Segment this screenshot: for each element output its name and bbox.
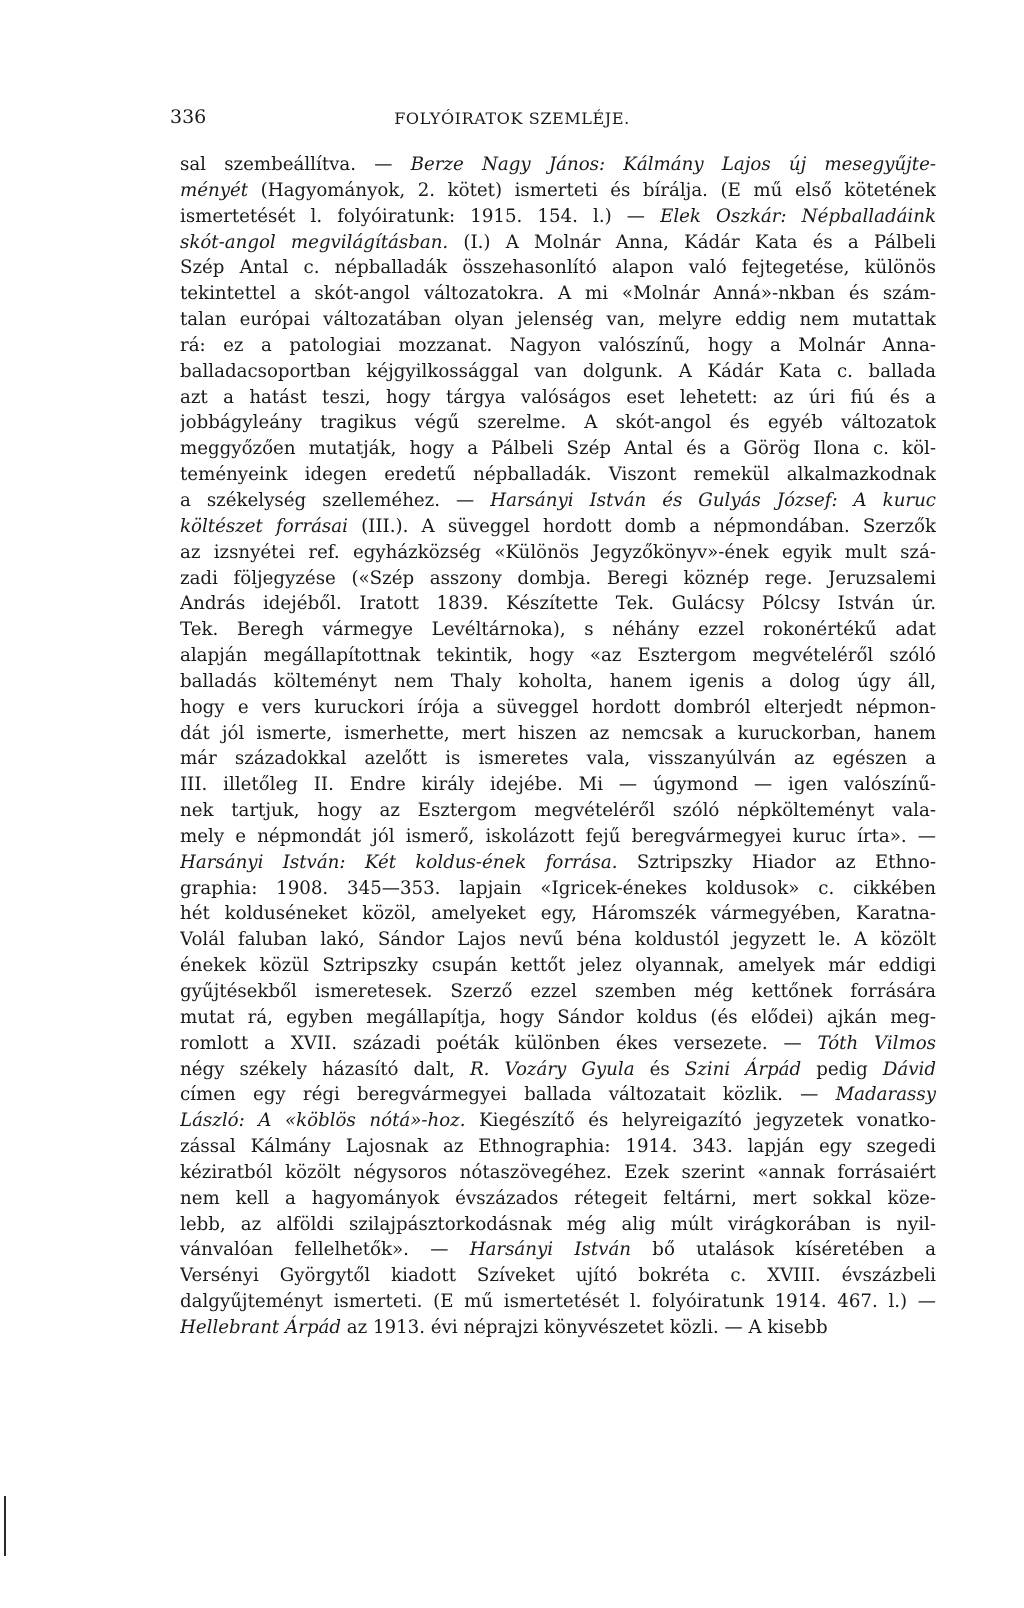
text-segment: az izsnyétei ref. egyházközség «Különös Jegyzőkönyv»-ének egyik mult szá- — [180, 541, 936, 563]
text-segment: III. illetőleg II. Endre király idejébe. Mi — úgymond — igen valószínű- — [180, 774, 936, 796]
text-segment: Sztripszky Hiador az Ethno- — [617, 851, 936, 873]
text-line — [180, 1134, 936, 1160]
text-segment: balladacsoportban kéjgyilkossággal van dolgunk. A Kádár Kata c. ballada — [180, 360, 936, 382]
text-line — [180, 824, 936, 850]
text-line — [180, 772, 936, 798]
text-line — [180, 901, 936, 927]
text-line — [180, 798, 936, 824]
text-line — [180, 359, 936, 385]
text-line — [180, 1057, 936, 1083]
text-segment: András idejéből. Iratott 1839. Készítette Tek. Gulácsy Pólcsy István úr. — [180, 593, 936, 615]
text-segment: nek tartjuk, hogy az Esztergom megvételéről szóló népkölteményt vala- — [180, 800, 936, 822]
text-segment: alapján megállapítottnak tekintik, hogy «az Esztergom megvételéről szóló — [180, 645, 936, 667]
text-line — [180, 850, 936, 876]
text-line — [180, 721, 936, 747]
text-segment: Tek. Beregh vármegye Levéltárnoka), s néhány ezzel rokonértékű adat — [180, 619, 936, 641]
body-text — [180, 152, 936, 1341]
text-line — [180, 591, 936, 617]
text-line — [180, 1108, 936, 1134]
text-segment: mutat rá, egyben megállapítja, hogy Sándor koldus (és elődei) ajkán meg- — [180, 1006, 936, 1028]
text-line — [180, 927, 936, 953]
text-segment: talan európai változatában olyan jelenség van, melyre eddig nem mutattak — [180, 309, 936, 331]
running-head: FOLYÓIRATOK SZEMLÉJE. — [394, 109, 630, 128]
text-segment: rá: ez a patologiai mozzanat. Nagyon valószínű, hogy a Molnár Anna- — [180, 334, 936, 356]
text-line — [180, 1289, 936, 1315]
text-line — [180, 1212, 936, 1238]
text-segment: Versényi Györgytől kiadott Szíveket ujító bokréta c. XVIII. évszázbeli — [180, 1265, 936, 1287]
italic-segment: Dávid — [882, 1058, 936, 1080]
text-segment: Szép Antal c. népballadák összehasonlító alapon való fejtegetése, különös — [180, 257, 936, 279]
text-line — [180, 488, 936, 514]
italic-segment: Harsányi István — [469, 1239, 632, 1261]
italic-segment: költészet forrásai — [180, 515, 348, 537]
text-segment: azt a hatást teszi, hogy tárgya valóságos eset lehetett: az úri fiú és a — [180, 386, 936, 408]
text-segment: teményeink idegen eredetű népballadák. Viszont remekül alkalmazkodnak — [180, 464, 936, 486]
text-line — [180, 230, 936, 256]
text-line — [180, 178, 936, 204]
text-segment: zadi följegyzése («Szép asszony dombja. Beregi köznép rege. Jeruzsalemi — [180, 567, 936, 589]
page-number: 336 — [170, 106, 207, 128]
text-segment: (III.). A süveggel hordott domb a népmondában. Szerzők — [347, 515, 936, 537]
text-segment: gyűjtésekből ismeretesek. Szerző ezzel szemben még kettőnek forrására — [180, 981, 936, 1002]
text-segment: dát jól ismerte, ismerhette, mert hiszen az nemcsak a kuruckorban, hanem — [180, 722, 936, 744]
text-line — [180, 617, 936, 643]
text-line — [180, 746, 936, 772]
text-segment: vánvalóan fellelhetők». — — [180, 1239, 470, 1261]
text-line — [180, 1237, 936, 1263]
text-line — [180, 307, 936, 333]
italic-segment: Hellebrant Árpád — [180, 1316, 341, 1338]
text-line — [180, 876, 936, 902]
text-segment: romlott a XVII. századi poéták különben ékes versezete. — — [180, 1032, 818, 1054]
italic-segment: Harsányi István: Két koldus-ének forrása. — [180, 851, 618, 873]
text-line — [180, 643, 936, 669]
italic-segment: Madarassy — [835, 1084, 936, 1106]
text-segment: dalgyűjteményt ismerteti. (E mű ismertetését l. folyóiratunk 1914. 467. l.) — — [180, 1291, 936, 1313]
text-segment: mely e népmondát jól ismerő, iskolázott fejű beregvármegyei kuruc írta». — — [180, 825, 936, 847]
text-segment: balladás költeményt nem Thaly koholta, hanem igenis a dolog úgy áll, — [180, 670, 936, 692]
italic-segment: Tóth Vilmos — [817, 1032, 936, 1054]
text-segment: bő utalások kíséretében a — [631, 1239, 936, 1261]
text-segment: címen egy régi beregvármegyei ballada változatait közlik. — — [180, 1084, 836, 1106]
text-segment: kéziratból közölt négysoros nótaszövegéhez. Ezek szerint «annak forrásaiért — [180, 1161, 936, 1183]
italic-segment: László: A «köblös nótá»-hoz. — [180, 1110, 466, 1132]
text-segment: lebb, az alföldi szilajpásztorkodásnak még alig múlt virágkorában is nyil- — [180, 1213, 936, 1235]
text-line — [180, 979, 936, 1005]
text-segment: hogy e vers kuruckori írója a süveggel hordott dombról elterjedt népmon- — [180, 696, 936, 718]
text-segment: énekek közül Sztripszky csupán kettőt jelez olyannak, amelyek már eddigi — [180, 955, 936, 977]
text-line — [180, 1315, 936, 1341]
text-segment: már századokkal azelőtt is ismeretes vala, visszanyúlván az egészen a — [180, 748, 936, 770]
text-line — [180, 333, 936, 359]
text-segment: jobbágyleány tragikus végű szerelme. A skót-angol és egyéb változatok — [180, 412, 936, 434]
text-line — [180, 152, 936, 178]
text-line — [180, 669, 936, 695]
text-segment: (I.) A Molnár Anna, Kádár Kata és a Pálbeli — [448, 231, 936, 253]
text-line — [180, 204, 936, 230]
italic-segment: Berze Nagy János: Kálmány Lajos új mesegyűjte- — [410, 154, 936, 175]
text-segment: nem kell a hagyományok évszázados rétegeit feltárni, mert sokkal köze- — [180, 1187, 936, 1209]
text-line — [180, 1082, 936, 1108]
text-segment: az 1913. évi néprajzi könyvészetet közli. — A kisebb — [340, 1316, 828, 1338]
italic-segment: Szini Árpád — [684, 1058, 802, 1080]
text-line — [180, 1160, 936, 1186]
text-segment: négy székely házasító dalt, — [180, 1058, 470, 1080]
text-line — [180, 1186, 936, 1212]
text-line — [180, 410, 936, 436]
text-line — [180, 436, 936, 462]
text-segment: tekintettel a skót-angol változatokra. A mi «Molnár Anná»-nkban és szám- — [180, 283, 936, 305]
text-segment: meggyőzően mutatják, hogy a Pálbeli Szép Antal és a Görög Ilona c. köl- — [180, 438, 936, 460]
italic-segment: Harsányi István és Gulyás József: A kuruc — [490, 489, 936, 511]
text-segment: zással Kálmány Lajosnak az Ethnographia: 1914. 343. lapján egy szegedi — [180, 1136, 936, 1158]
text-line — [180, 255, 936, 281]
text-line — [180, 953, 936, 979]
text-line — [180, 281, 936, 307]
text-segment: ismertetését l. folyóiratunk: 1915. 154. l.) — — [180, 205, 661, 227]
text-line — [180, 695, 936, 721]
text-segment: a székelység szelleméhez. — — [180, 489, 491, 511]
text-line — [180, 1263, 936, 1289]
text-segment: és — [634, 1058, 685, 1080]
text-segment: hét kolduséneket közöl, amelyeket egy, Háromszék vármegyében, Karatna- — [180, 903, 936, 925]
text-segment: Volál faluban lakó, Sándor Lajos nevű béna koldustól jegyzett le. A közölt — [180, 929, 936, 951]
text-line — [180, 462, 936, 488]
text-segment: Kiegészítő és helyreigazító jegyzetek vonatko- — [465, 1110, 936, 1132]
text-segment: pedig — [801, 1058, 883, 1080]
italic-segment: ményét — [180, 179, 249, 201]
text-line — [180, 514, 936, 540]
text-line — [180, 566, 936, 592]
text-line — [180, 1005, 936, 1031]
text-segment: graphia: 1908. 345—353. lapjain «Igricek-énekes koldusok» c. cikkében — [180, 877, 936, 899]
text-line — [180, 540, 936, 566]
italic-segment: Elek Oszkár: Népballadáink — [660, 205, 936, 227]
text-line — [180, 1031, 936, 1057]
text-line — [180, 385, 936, 411]
text-segment: sal szembeállítva. — — [180, 154, 411, 175]
text-segment: (Hagyományok, 2. kötet) ismerteti és bírálja. (E mű első kötetének — [248, 179, 936, 201]
italic-segment: skót-angol megvilágításban. — [180, 231, 449, 253]
italic-segment: R. Vozáry Gyula — [469, 1058, 635, 1080]
margin-mark — [4, 1496, 6, 1556]
